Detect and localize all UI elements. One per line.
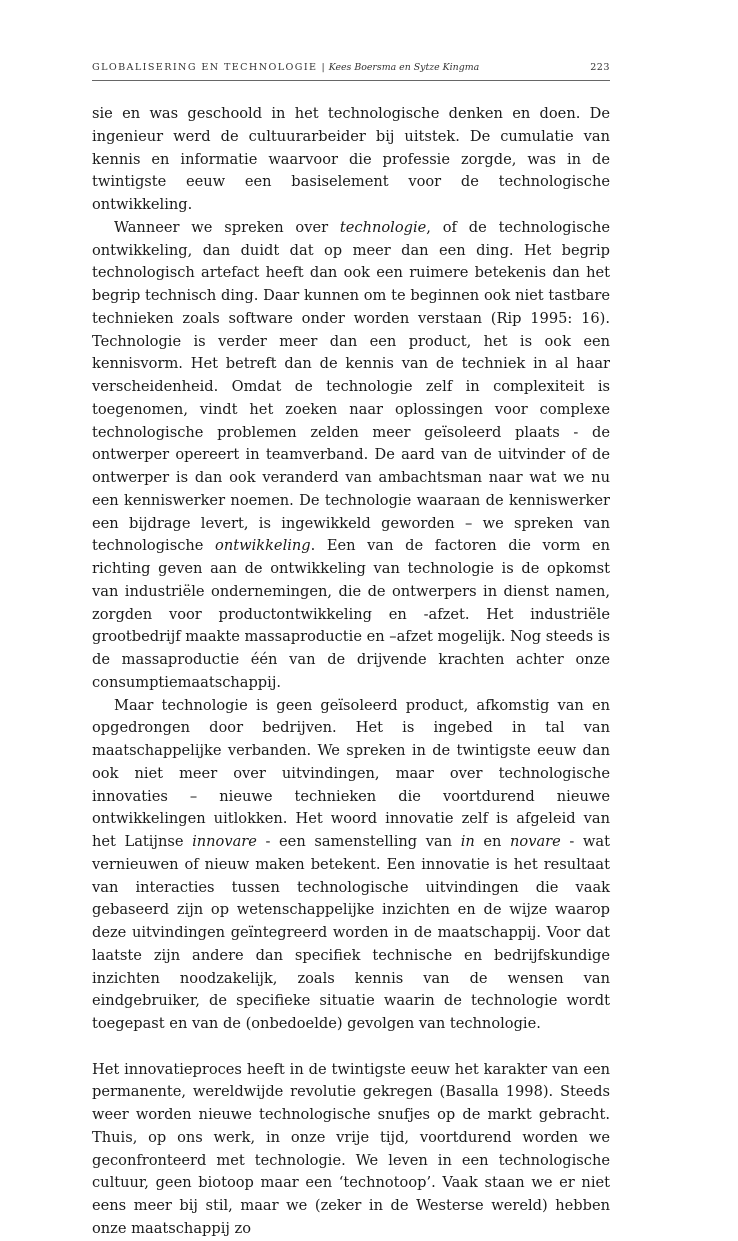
text-run: - een samenstelling van <box>256 833 461 850</box>
italic-term: in <box>460 833 475 850</box>
text-run: Wanneer we spreken over <box>114 218 340 236</box>
running-title: GLOBALISERING EN TECHNOLOGIE <box>92 62 318 73</box>
text-run: Het innovatieproces heeft in de twintigste eeuw het karakter van een permanente, wereldwijde revolutie gekregen (Basalla 1998). Steeds weer worden nieuwe technologische snufjes op de markt gebracht. Thuis, op ons werk, in onze vrije tijd, voortdurend worden we geconfronteerd met technologie. We leven in een technologische cultuur, geen biotoop maar een ‘technotoop’. Vaak staan we er niet eens meer bij stil, maar we (zeker in de Westerse wereld) hebben onze maatschappij zo <box>92 1060 610 1237</box>
paragraph <box>92 695 610 1036</box>
header-authors: Kees Boersma en Sytze Kingma <box>328 62 480 73</box>
text-run: , of de technologische ontwikkeling, dan duidt dat op meer dan een ding. Het begrip technologisch artefact heeft dan ook een ruimere betekenis dan het begrip technisch ding. Daar kunnen om te beginnen ook niet tastbare technieken zoals software onder worden verstaan (Rip 1995: 16). Technologie is verder meer dan een product, het is ook een kennisvorm. Het betreft dan de kennis van de techniek in al haar verscheidenheid. Omdat de technologie zelf in complexiteit is toegenomen, vindt het zoeken naar oplossingen voor complexe technologische problemen zelden meer geïsoleerd plaats - de ontwerper opereert in teamverband. De aard van de uitvinder of de ontwerper is dan ook veranderd van ambachtsman naar wat we nu een kenniswerker noemen. De technologie waaraan de kenniswerker een bijdrage levert, is ingewikkeld geworden – we spreken van technologische <box>92 218 610 555</box>
header-rule <box>92 80 610 81</box>
italic-term: novare <box>510 833 561 850</box>
text-run: - wat vernieuwen of nieuw maken betekent. Een innovatie is het resultaat van interacties tussen technologische uitvindingen die vaak gebaseerd zijn op wetenschappelijke inzichten en de wijze waarop deze uitvindingen geïntegreerd worden in de maatschappij. Voor dat laatste zijn andere dan specifiek technische en bedrijfskundige inzichten noodzakelijk, zoals kennis van de wensen van eindgebruiker, de specifieke situatie waarin de technologie wordt toegepast en van de (onbedoelde) gevolgen van technologie. <box>92 833 610 1032</box>
italic-term: ontwikkeling <box>215 537 311 555</box>
italic-term: technologie <box>339 218 427 236</box>
text-run: . Een van de factoren die vorm en richting geven aan de ontwikkeling van technologie is de opkomst van industriële ondernemingen, die de ontwerpers in dienst namen, zorgden voor productontwikkeling en -afzet. Het industriële grootbedrijf maakte massaproductie en –afzet mogelijk. Nog steeds is de massaproductie één van de drijvende krachten achter onze consumptiemaatschappij. <box>92 537 610 691</box>
text-run: en <box>474 833 511 850</box>
text-run: Maar technologie is geen geïsoleerd product, afkomstig van en opgedrongen door bedrijven. Het is ingebed in tal van maatschappelijke verbanden. We spreken in de twintigste eeuw dan ook niet meer over uitvindingen, maar over technologische innovaties – nieuwe technieken die voortdurend nieuwe ontwikkelingen uitlokken. Het woord innovatie zelf is afgeleid van het Latijnse <box>92 696 610 850</box>
header-separator: | <box>321 62 325 73</box>
paragraph <box>92 1059 610 1241</box>
running-header <box>92 62 610 76</box>
body-text <box>92 103 610 1241</box>
paragraph <box>92 217 610 695</box>
paragraph <box>92 103 610 217</box>
italic-term: innovare <box>192 833 257 850</box>
text-run: sie en was geschoold in het technologische denken en doen. De ingenieur werd de cultuurarbeider bij uitstek. De cumulatie van kennis en informatie waarvoor die professie zorgde, was in de twintigste eeuw een basiselement voor de technologische ontwikkeling. <box>92 105 610 213</box>
page-number: 223 <box>590 62 610 73</box>
